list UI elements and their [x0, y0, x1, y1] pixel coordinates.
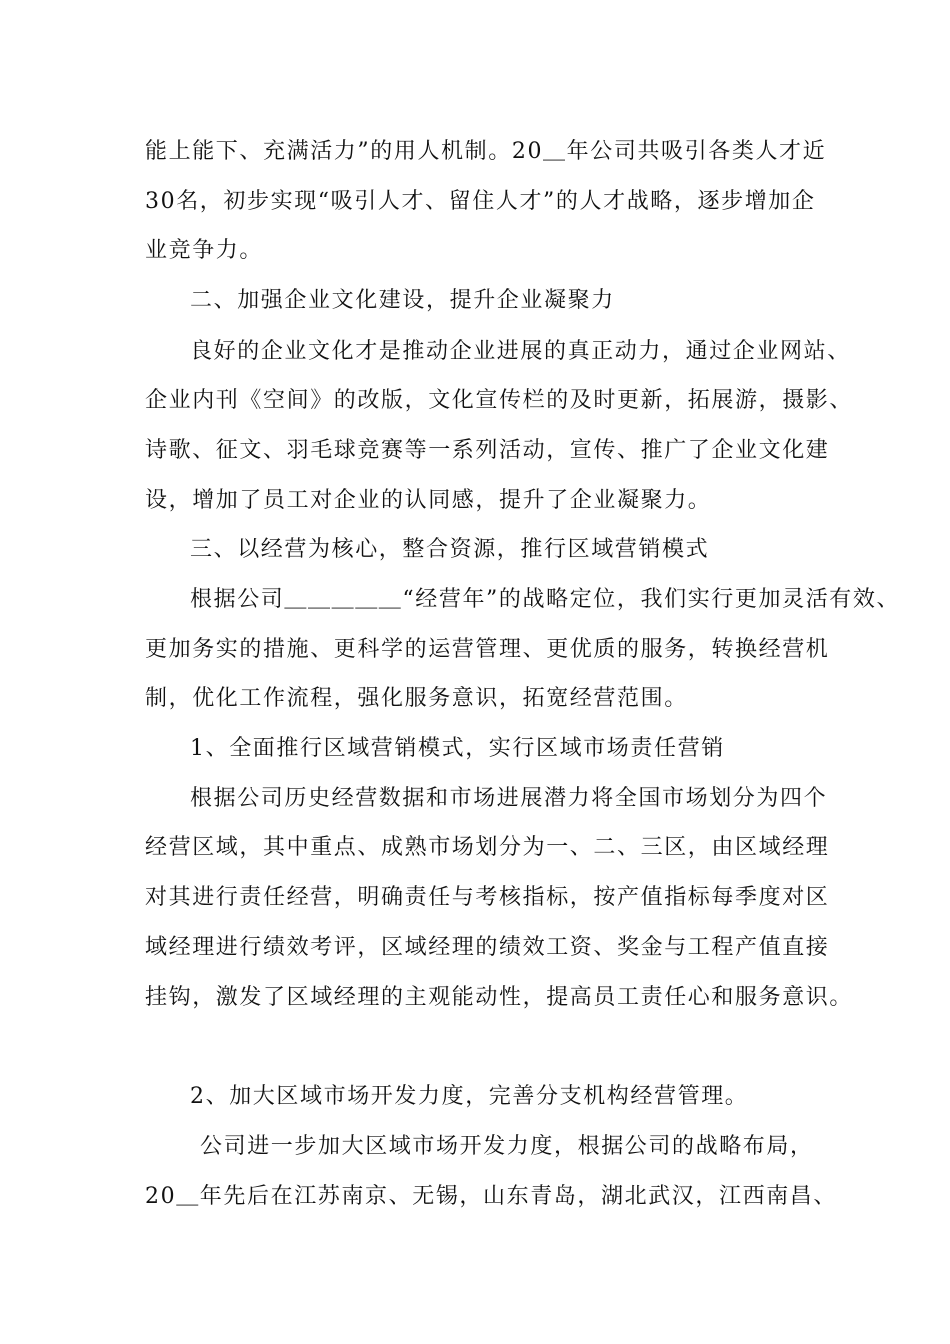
paragraph-line: 更加务实的措施、更科学的运营管理、更优质的服务，转换经营机 — [145, 637, 830, 662]
paragraph-line: 公司进一步加大区域市场开发力度，根据公司的战略布局， — [200, 1134, 814, 1159]
subsection-heading: 1、全面推行区域营销模式，实行区域市场责任营销 — [190, 736, 725, 761]
paragraph-line: 挂钩，激发了区域经理的主观能动性，提高员工责任心和服务意识。 — [145, 985, 854, 1010]
section-heading: 三、以经营为核心，整合资源，推行区域营销模式 — [190, 537, 710, 562]
paragraph-line: 20＿年先后在江苏南京、无锡，山东青岛，湖北武汉，江西南昌、 — [145, 1184, 837, 1209]
subsection-heading: 2、加大区域市场开发力度，完善分支机构经营管理。 — [190, 1084, 749, 1109]
paragraph-line: 域经理进行绩效考评，区域经理的绩效工资、奖金与工程产值直接 — [145, 935, 830, 960]
paragraph-line: 业竞争力。 — [145, 238, 264, 263]
paragraph-line: 根据公司历史经营数据和市场进展潜力将全国市场划分为四个 — [190, 786, 828, 811]
paragraph-line: 设，增加了员工对企业的认同感，提升了企业凝聚力。 — [145, 488, 712, 513]
paragraph-line: 企业内刊《空间》的改版，文化宣传栏的及时更新，拓展游，摄影、 — [145, 388, 854, 413]
paragraph-line: 经营区域，其中重点、成熟市场划分为一、二、三区，由区域经理 — [145, 835, 830, 860]
paragraph-line: 能上能下、充满活力”的用人机制。20＿年公司共吸引各类人才近 — [145, 139, 827, 164]
paragraph-line: 30名，初步实现“吸引人才、留住人才”的人才战略，逐步增加企 — [145, 189, 816, 214]
paragraph-line: 根据公司＿＿＿＿＿“经营年”的战略定位，我们实行更加灵活有效、 — [190, 587, 901, 612]
section-heading: 二、加强企业文化建设，提升企业凝聚力 — [190, 288, 615, 313]
paragraph-line: 制，优化工作流程，强化服务意识，拓宽经营范围。 — [145, 686, 688, 711]
paragraph-line: 良好的企业文化才是推动企业进展的真正动力，通过企业网站、 — [190, 339, 851, 364]
paragraph-line: 诗歌、征文、羽毛球竞赛等一系列活动，宣传、推广了企业文化建 — [145, 438, 830, 463]
paragraph-line: 对其进行责任经营，明确责任与考核指标，按产值指标每季度对区 — [145, 885, 830, 910]
